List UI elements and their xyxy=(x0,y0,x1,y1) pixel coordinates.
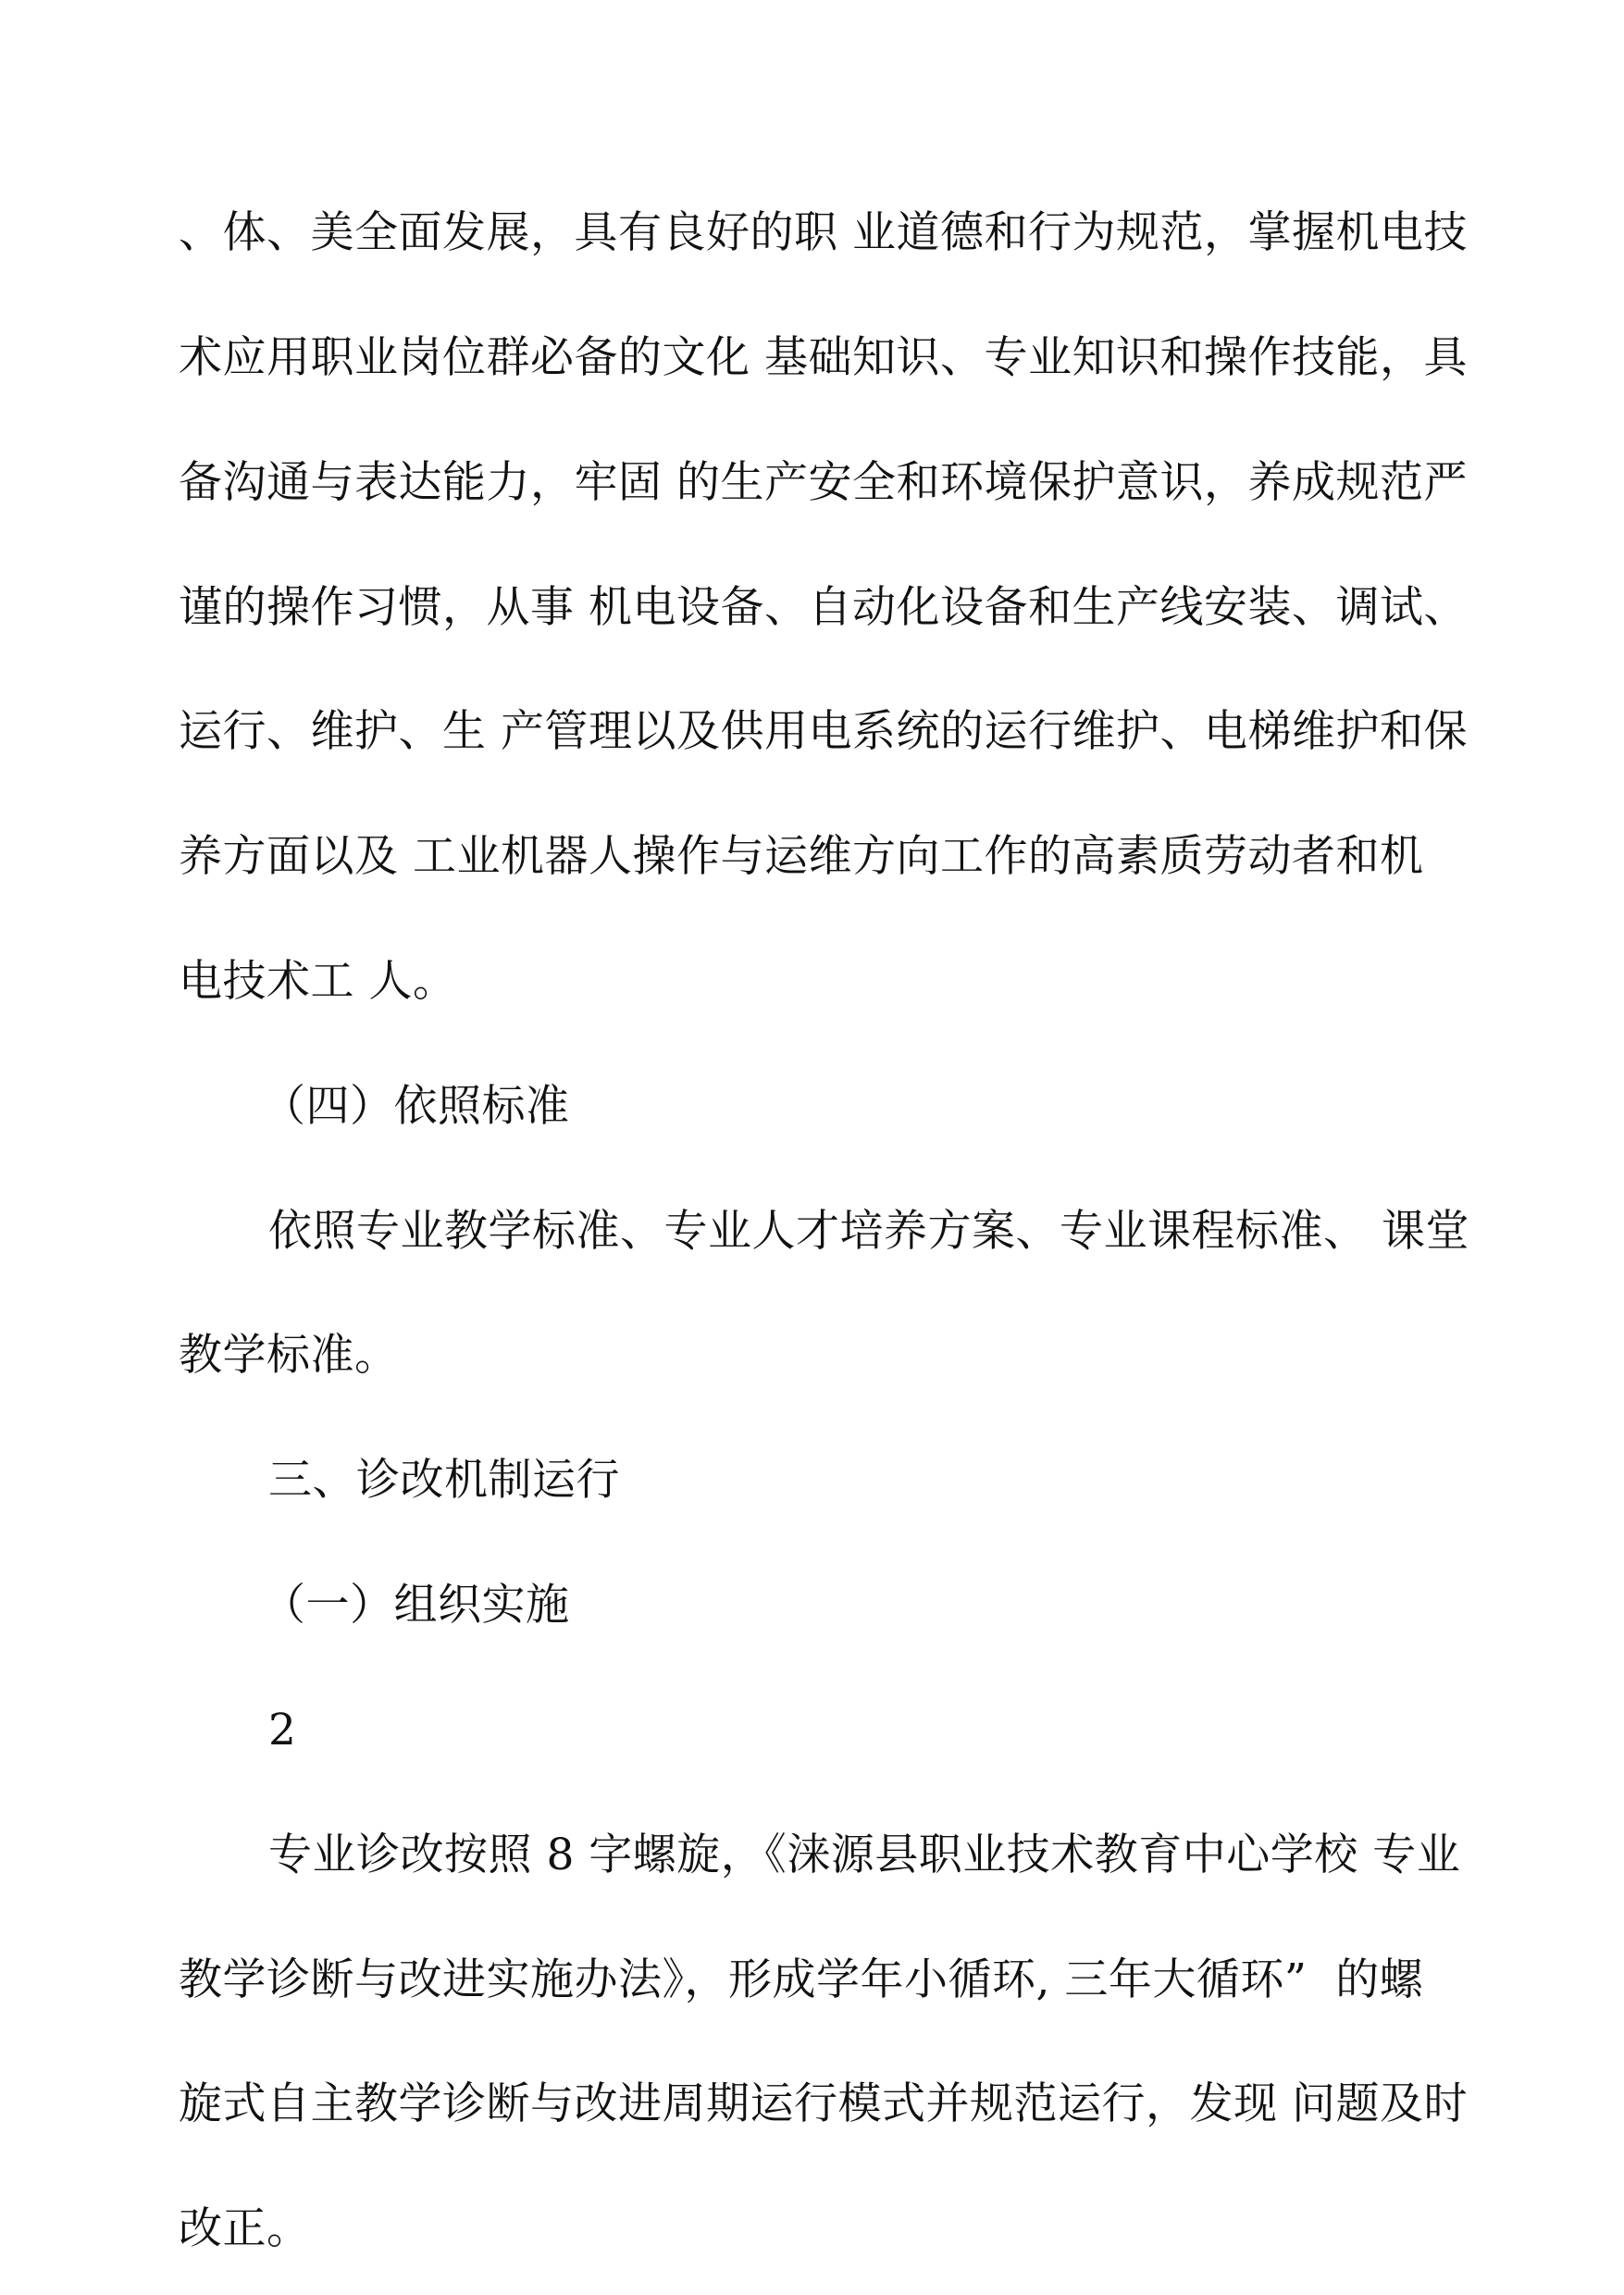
text-line: 备沟通与表达能力，牢固 的生产安全和环境保护意识，养成规范严 xyxy=(179,457,1468,508)
text-line: 、体、美全面发展，具有良好的职 业道德和行为规范，掌握机电技 xyxy=(179,207,1468,258)
text-line: 电技术工 人。 xyxy=(179,956,457,1007)
text-line: 谨的操作习惯，从事 机电设备、自动化设备和生产线安装、调试、 xyxy=(179,582,1468,633)
text-line: 教学诊断与改进实施办法》，形成学年小循环, 三年大循环” 的螺 xyxy=(179,1954,1424,2005)
text-line: 养方面以及 工业机器人操作与运维方向工作的高素质劳动者和机 xyxy=(179,831,1424,882)
text-line: 术应用职业岗位群必备的文化 基础知识、专业知识和操作技能，具 xyxy=(179,332,1468,383)
text-line: 旋式自主教学诊断与改进周期运行模式并规范运行，发现 问题及时 xyxy=(179,2078,1468,2129)
text-line: 运行、维护、生 产管理以及供用电系统的运行维护、电梯维护和保 xyxy=(179,706,1468,757)
text-line: 教学标准。 xyxy=(179,1330,399,1381)
text-line: 依照专业教学标准、专业人才培养方案、专业课程标准、 课堂 xyxy=(268,1206,1469,1257)
page-number: 2 xyxy=(268,1705,297,1755)
heading-basis-standards: （四）依照标准 xyxy=(262,1081,570,1132)
section-heading-diagnosis-mechanism: 三、诊改机制运行 xyxy=(268,1455,620,1506)
text-line: 专业诊改按照 8 字螺旋，《涞源县职业技术教育中心学校 专业 xyxy=(268,1830,1461,1880)
text-line: 改正。 xyxy=(179,2203,311,2254)
subsection-heading-organization: （一）组织实施 xyxy=(262,1580,570,1631)
